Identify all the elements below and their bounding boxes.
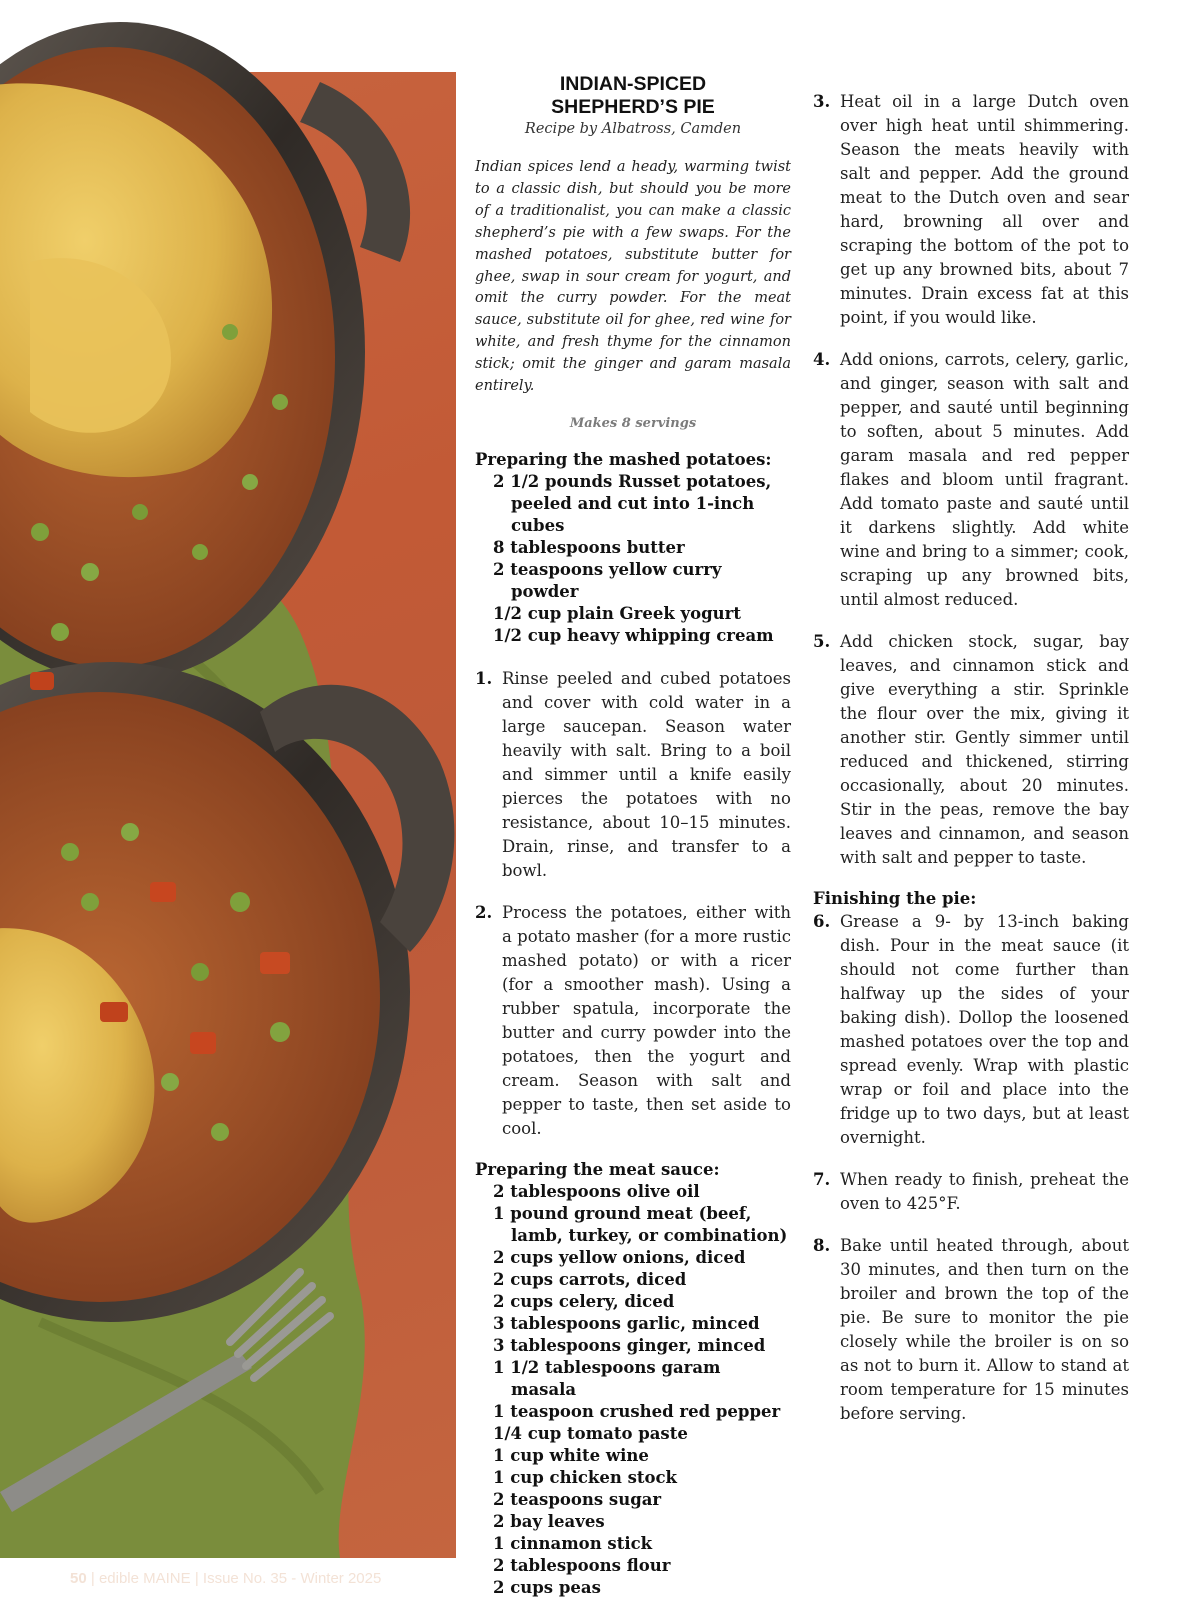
ingredient-item: 1/4 cup tomato paste xyxy=(493,1423,688,1443)
step-text: Grease a 9- by 13-inch baking dish. Pour in the meat sauce (it should not come further than halfway up the sides of your baking dish). Dollop the loosened mashed potatoes over the top and spread evenly. Wrap with plastic wrap or foil and place into the fridge up to two days, but at least overnight. xyxy=(840,912,1129,1147)
step-number: 7. xyxy=(813,1170,831,1189)
recipe-column-right xyxy=(813,90,1129,1444)
ingredient-item: 8 tablespoons butter xyxy=(493,537,685,557)
ingredient-item: 2 cups yellow onions, diced xyxy=(493,1247,746,1267)
ingredient-item: 2 cups carrots, diced xyxy=(493,1269,687,1289)
step-number: 5. xyxy=(813,632,831,651)
ingredient-item: 2 tablespoons olive oil xyxy=(493,1181,700,1201)
ingredient-item: 3 tablespoons ginger, minced xyxy=(493,1335,766,1355)
title-line-1: INDIAN-SPICED xyxy=(559,73,707,95)
ingredient-item: 1 pound ground meat (beef, lamb, turkey, or combination) xyxy=(493,1203,788,1245)
step-item xyxy=(813,348,1129,612)
step-text: Process the potatoes, either with a potato masher (for a more rustic mashed potato) or with a ricer (for a smoother mash). Using a rubber spatula, incorporate the butter and curry powder into the potatoes, then the yogurt and cream. Season with salt and pepper to taste, then set aside to cool. xyxy=(502,902,791,1138)
step-text: Heat oil in a large Dutch oven over high heat until shimmering. Season the meats heavily with salt and pepper. Add the ground meat to the Dutch oven and sear hard, browning all over and scraping the bottom of the pot to get up any browned bits, about 7 minutes. Drain excess fat at this point, if you would like. xyxy=(840,92,1129,327)
ingredient-item: 1/2 cup heavy whipping cream xyxy=(493,625,774,645)
step-number: 8. xyxy=(813,1236,831,1255)
shepherds-pie-photo-illustration xyxy=(0,72,456,1558)
ingredient-item: 1/2 cup plain Greek yogurt xyxy=(493,603,741,623)
step-item xyxy=(813,910,1129,1150)
finishing-heading: Finishing the pie: xyxy=(813,889,977,908)
ingredient-item: 1 cup white wine xyxy=(493,1445,649,1465)
ingredient-item: 2 teaspoons sugar xyxy=(493,1489,662,1509)
ingredient-item: 1 1/2 tablespoons garam masala xyxy=(493,1357,721,1399)
steps-potatoes xyxy=(475,667,791,1141)
recipe-intro: Indian spices lend a heady, warming twist to a classic dish, but should you be more of a traditionalist, you can make a classic shepherd’s pie with a few swaps. For the mashed potatoes, substitute butter for ghee, swap in sour cream for yogurt, and omit the curry powder. For the meat sauce, substitute oil for ghee, red wine for white, and fresh thyme for the cinnamon stick; omit the ginger and garam masala entirely. xyxy=(475,159,791,395)
title-line-2: SHEPHERD’S PIE xyxy=(551,96,715,118)
step-text: Add chicken stock, sugar, bay leaves, and cinnamon stick and give everything a stir. Sprinkle the flour over the mix, giving it another stir. Gently simmer until reduced and thickened, stirring occasionally, about 20 minutes. Stir in the peas, remove the bay leaves and cinnamon, and season with salt and pepper to taste. xyxy=(840,632,1129,867)
step-item xyxy=(475,901,791,1141)
step-item xyxy=(813,1168,1129,1216)
step-text: When ready to finish, preheat the oven to 425°F. xyxy=(840,1170,1129,1213)
magazine-name: edible MAINE xyxy=(98,1570,191,1587)
steps-meat-sauce xyxy=(813,90,1129,870)
ingredient-item: 1 teaspoon crushed red pepper xyxy=(493,1401,781,1421)
ingredient-item: 2 teaspoons yellow curry powder xyxy=(493,559,722,601)
recipe-title xyxy=(475,70,791,119)
ingredient-item: 2 1/2 pounds Russet potatoes, peeled and cut into 1-inch cubes xyxy=(493,471,772,535)
steps-finishing xyxy=(813,910,1129,1426)
step-item xyxy=(813,90,1129,330)
food-photo xyxy=(0,72,456,1587)
step-number: 2. xyxy=(475,902,493,922)
step-text: Bake until heated through, about 30 minutes, and then turn on the broiler and brown the top of the pie. Be sure to monitor the pie closely while the broiler is on so as not to burn it. Allow to stand at room temperature for 15 minutes before serving. xyxy=(840,1236,1129,1423)
recipe-column-left xyxy=(475,70,791,1599)
meat-sauce-ingredients xyxy=(475,1181,791,1599)
step-text: Add onions, carrots, celery, garlic, and ginger, season with salt and pepper, and sauté until beginning to soften, about 5 minutes. Add garam masala and red pepper flakes and bloom until fragrant. Add tomato paste and sauté until it darkens slightly. Add white wine and bring to a simmer; cook, scraping up any browned bits, until almost reduced. xyxy=(840,350,1129,609)
step-number: 6. xyxy=(813,912,831,931)
step-number: 1. xyxy=(475,668,493,688)
ingredient-item: 2 cups celery, diced xyxy=(493,1291,675,1311)
ingredient-item: 2 cups peas xyxy=(493,1577,601,1597)
ingredient-item: 2 bay leaves xyxy=(493,1511,605,1531)
servings: Makes 8 servings xyxy=(569,415,697,431)
step-number: 4. xyxy=(813,350,831,369)
issue-label: Issue No. 35 - Winter 2025 xyxy=(202,1570,382,1587)
ingredient-item: 1 cinnamon stick xyxy=(493,1533,653,1553)
step-item xyxy=(813,1234,1129,1426)
step-item xyxy=(813,630,1129,870)
potatoes-heading: Preparing the mashed potatoes: xyxy=(475,449,772,469)
ingredient-item: 3 tablespoons garlic, minced xyxy=(493,1313,760,1333)
step-number: 3. xyxy=(813,92,831,111)
page-number: 50 xyxy=(70,1570,87,1587)
step-text: Rinse peeled and cubed potatoes and cover with cold water in a large saucepan. Season water heavily with salt. Bring to a boil and simmer until a knife easily pierces the potatoes with no resistance, about 10–15 minutes. Drain, rinse, and transfer to a bowl. xyxy=(502,668,791,880)
potatoes-ingredients xyxy=(475,471,791,647)
recipe-byline: Recipe by Albatross, Camden xyxy=(524,121,742,137)
step-item xyxy=(475,667,791,883)
meat-sauce-heading: Preparing the meat sauce: xyxy=(475,1159,720,1179)
ingredient-item: 1 cup chicken stock xyxy=(493,1467,677,1487)
ingredient-item: 2 tablespoons flour xyxy=(493,1555,671,1575)
page-folio: 50 | edible MAINE | Issue No. 35 - Winter 2025 xyxy=(70,1570,382,1587)
